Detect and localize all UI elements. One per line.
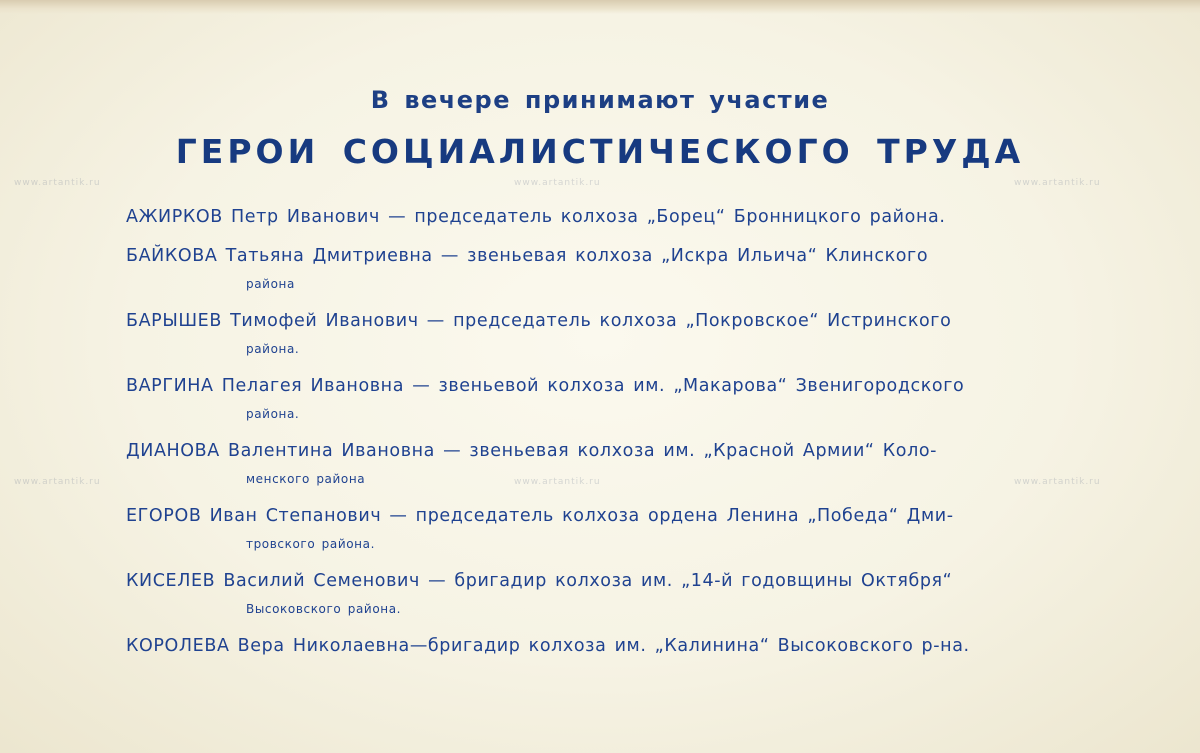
entry-line: КИСЕЛЕВ Василий Семенович — бригадир колхоза им. „14-й годовщины Октября“ (126, 571, 953, 591)
list-item (126, 306, 1088, 363)
participants-list (126, 202, 1088, 662)
page-subtitle: В вечере принимают участие (370, 86, 830, 114)
watermark: www.artantik.ru (1014, 178, 1101, 188)
list-item (126, 566, 1088, 623)
watermark: www.artantik.ru (514, 477, 601, 487)
list-item (126, 501, 1088, 558)
list-item (126, 241, 1088, 298)
watermark: www.artantik.ru (14, 178, 101, 188)
entry-continuation: района. (246, 407, 300, 421)
watermark: www.artantik.ru (514, 178, 601, 188)
entry-line: КОРОЛЕВА Вера Николаевна—бригадир колхоза им. „Калинина“ Высоковского р-на. (126, 636, 970, 656)
paper-edge (0, 0, 1200, 14)
entry-continuation: Высоковского района. (246, 602, 402, 616)
entry-line: ВАРГИНА Пелагея Ивановна — звеньевой колхоза им. „Макарова“ Звенигородского (126, 376, 965, 396)
watermark: www.artantik.ru (1014, 477, 1101, 487)
entry-continuation: района. (246, 342, 300, 356)
entry-line: ЕГОРОВ Иван Степанович — председатель колхоза ордена Ленина „Победа“ Дми- (126, 506, 954, 526)
entry-continuation: тровского района. (246, 537, 375, 551)
list-item (126, 202, 1088, 233)
entry-continuation: района (246, 277, 295, 291)
entry-line: АЖИРКОВ Петр Иванович — председатель колхоза „Борец“ Бронницкого района. (126, 207, 946, 227)
list-item (126, 436, 1088, 493)
entry-line: БАРЫШЕВ Тимофей Иванович — председатель колхоза „Покровское“ Истринского (126, 311, 952, 331)
page-title: ГЕРОИ СОЦИАЛИСТИЧЕСКОГО ТРУДА (175, 132, 1025, 171)
entry-line: БАЙКОВА Татьяна Дмитриевна — звеньевая колхоза „Искра Ильича“ Клинского (126, 246, 929, 266)
entry-line: ДИАНОВА Валентина Ивановна — звеньевая колхоза им. „Красной Армии“ Коло- (126, 441, 938, 461)
watermark: www.artantik.ru (14, 477, 101, 487)
list-item (126, 631, 1088, 662)
entry-continuation: менского района (246, 472, 366, 486)
list-item (126, 371, 1088, 428)
